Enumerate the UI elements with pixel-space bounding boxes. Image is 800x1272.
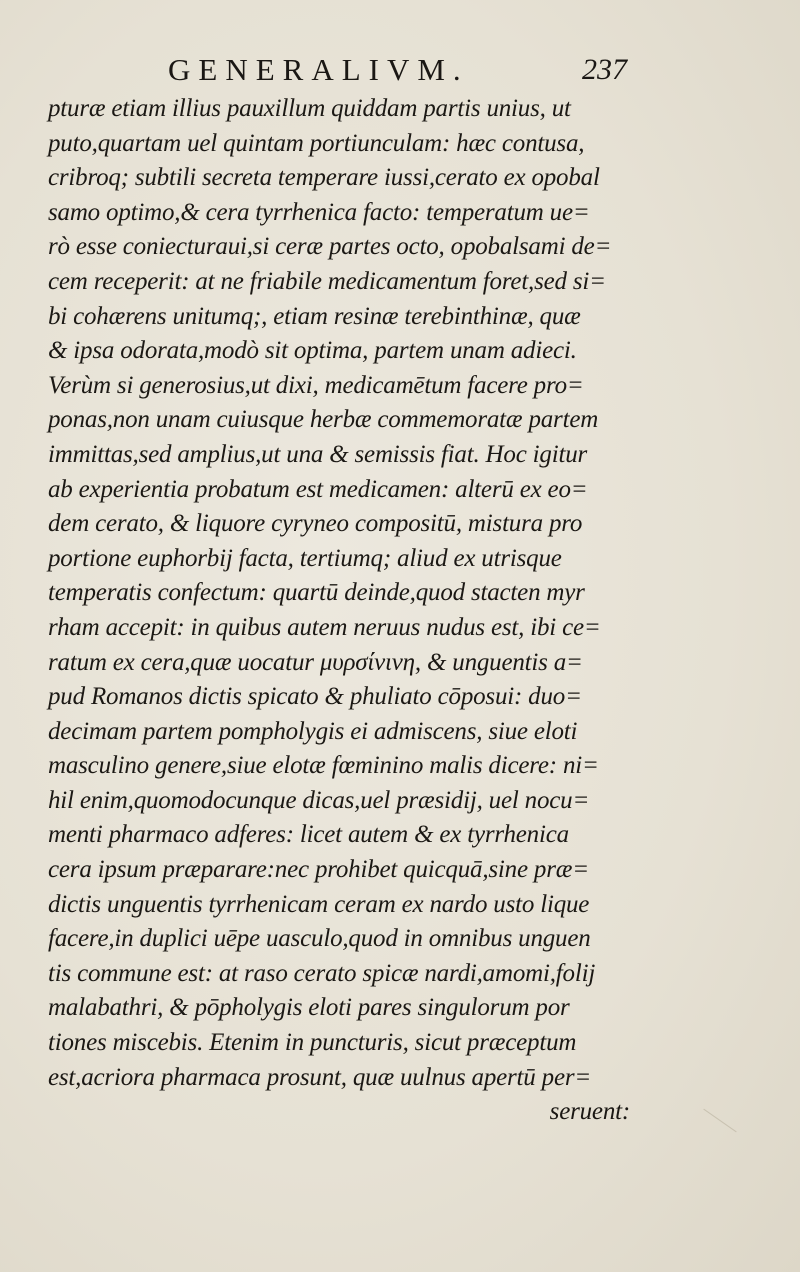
text-line: cera ipsum præparare:nec prohibet quicquā,sine præ=: [48, 856, 589, 884]
text-line: cem receperit: at ne friabile medicamentum foret,sed si=: [48, 267, 606, 295]
text-line: pud Romanos dictis spicato & phuliato cōposui: duo=: [48, 683, 582, 711]
text-line: cribroq; subtili secreta temperare iussi,cerato ex opobal: [48, 164, 600, 192]
text-line: puto,quartam uel quintam portiunculam: hæc contusa,: [48, 129, 585, 157]
text-line: malabathri, & pōpholygis eloti pares singulorum por: [48, 994, 570, 1022]
text-line: & ipsa odorata,modò sit optima, partem unam adieci.: [48, 337, 577, 365]
text-line: dictis unguentis tyrrhenicam ceram ex nardo usto lique: [48, 890, 590, 918]
text-line: ab experientia probatum est medicamen: alterū ex eo=: [48, 475, 588, 503]
text-line: ponas,non unam cuiusque herbæ commemoratæ partem: [48, 406, 599, 434]
text-line: samo optimo,& cera tyrrhenica facto: temperatum ue=: [48, 198, 590, 226]
text-line: dem cerato, & liquore cyryneo compositū, mistura pro: [48, 510, 583, 538]
text-line: ratum ex cera,quæ uocatur μυρσίνινη, & unguentis a=: [48, 648, 583, 676]
page-header: [0, 50, 800, 90]
body-text: [48, 92, 660, 1130]
text-line: est,acriora pharmaca prosunt, quæ uulnus apertū per=: [48, 1063, 592, 1091]
text-line: bi cohærens unitumq;, etiam resinæ terebinthinæ, quæ: [48, 302, 581, 330]
text-line: rò esse coniecturaui,si ceræ partes octo, opobalsami de=: [48, 233, 612, 261]
text-line: tis commune est: at raso cerato spicæ nardi,amomi,folij: [48, 959, 596, 987]
text-line: tiones miscebis. Etenim in puncturis, sicut præceptum: [48, 1029, 577, 1057]
text-line: portione euphorbij facta, tertiumq; aliud ex utrisque: [48, 544, 562, 572]
text-line: masculino genere,siue elotæ fœminino malis dicere: ni=: [48, 752, 599, 780]
text-line: immittas,sed amplius,ut una & semissis fiat. Hoc igitur: [48, 440, 588, 468]
text-line: hil enim,quomodocunque dicas,uel præsidij, uel nocu=: [48, 786, 590, 814]
text-line: rham accepit: in quibus autem neruus nudus est, ibi ce=: [48, 613, 601, 641]
page-number: 237: [582, 53, 627, 86]
text-line: facere,in duplici uēpe uasculo,quod in omnibus unguen: [48, 925, 591, 953]
paper-crease: [703, 1109, 736, 1133]
text-line: pturæ etiam illius pauxillum quiddam partis unius, ut: [48, 95, 571, 122]
text-line: decimam partem pompholygis ei admiscens, siue eloti: [48, 717, 578, 745]
text-line: Verùm si generosius,ut dixi, medicamētum facere pro=: [48, 371, 584, 399]
running-title: GENERALIVM.: [168, 52, 469, 87]
text-line: seruent:: [549, 1098, 630, 1126]
text-line: menti pharmaco adferes: licet autem & ex tyrrhenica: [48, 821, 569, 849]
text-line: temperatis confectum: quartū deinde,quod stacten myr: [48, 579, 585, 607]
